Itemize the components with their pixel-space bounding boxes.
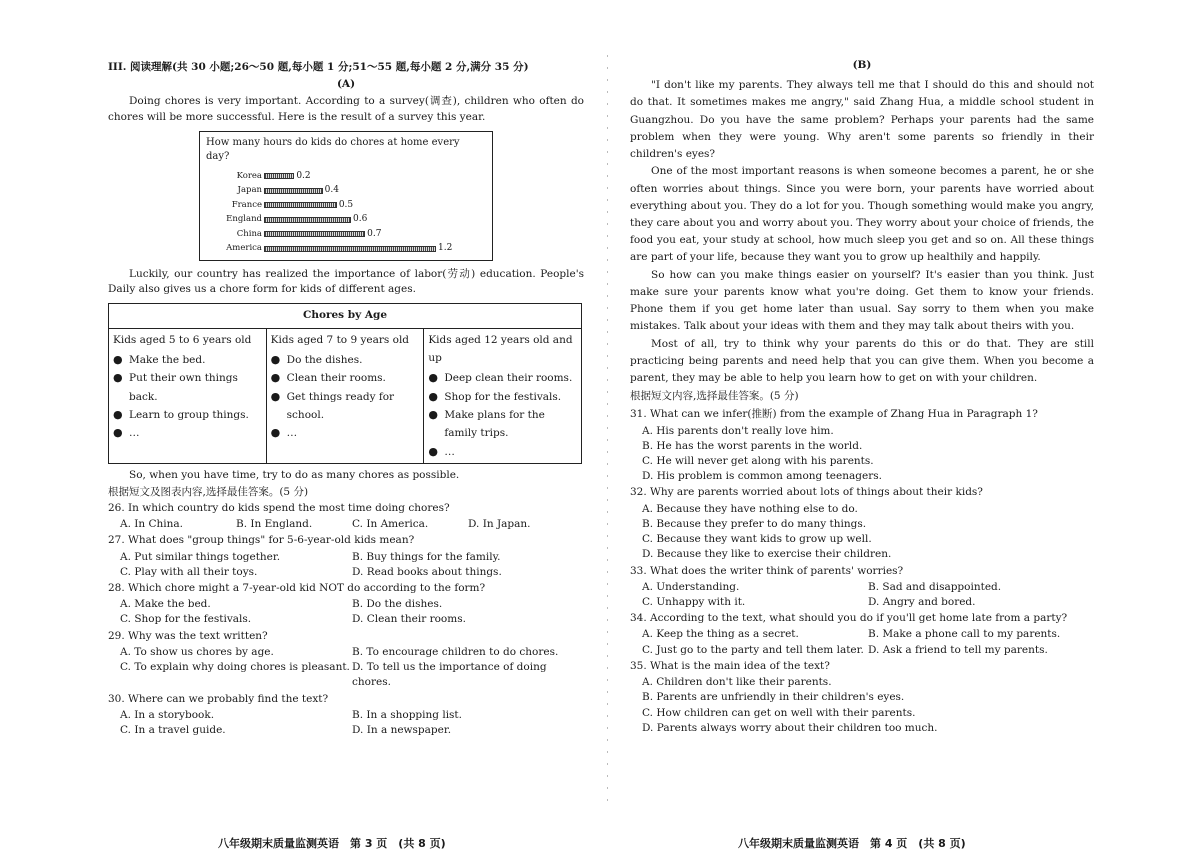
bullet-icon: ● (270, 390, 281, 404)
answer-option: C. In America. (352, 518, 429, 531)
bullet-icon: ● (270, 352, 281, 366)
bullet-icon: ● (113, 407, 123, 421)
answer-option: D. To tell us the importance of doing chores. (352, 661, 547, 689)
chores-table (108, 303, 582, 464)
chore-item-text: Put their own things back. (129, 372, 238, 403)
question-stem: 32. Why are parents worried about lots of things about their kids? (630, 486, 983, 499)
answer-option: A. Children don't like their parents. (642, 676, 832, 689)
answer-option: B. Make a phone call to my parents. (868, 628, 1061, 641)
chore-item-text: … (286, 427, 298, 440)
chore-item (113, 369, 262, 405)
answer-option: D. Angry and bored. (868, 596, 976, 608)
chart-category-label: Japan (237, 185, 262, 196)
chart-value-label: 0.5 (338, 199, 354, 210)
passage-b-paragraph: One of the most important reasons is when someone becomes a parent, he or she often worries about things. Since you were born, your parents have worried about everything about you. They do a lot for you. Though something would make you angry, they care about you and worry about you. They worry about your choice of friends, the food you eat, your study at school, how much sleep you get and so on. All these things are part of your life, because they want you to grow up healthily and happily. (630, 165, 1094, 264)
passage-b-paragraph: Most of all, try to think why your parents do this or do that. They are still practicing being parents and need help that you can give them. When you become a parent, they may be able to help you learn how to get on with your children. (630, 337, 1094, 384)
part-b-label: (B) (852, 59, 872, 71)
chore-item (271, 424, 420, 443)
chart-value-label: 1.2 (438, 243, 453, 254)
chore-item (271, 351, 420, 370)
instruction-b: 根据短文内容,选择最佳答案。(5 分) (630, 390, 799, 403)
question-stem: 33. What does the writer think of parents' worries? (630, 564, 904, 577)
chore-item-text: Learn to group things. (129, 408, 249, 421)
chart-bar (264, 188, 323, 194)
answer-option: D. Because they like to exercise their children. (642, 548, 892, 561)
chore-item (428, 388, 577, 407)
answer-option: D. In a newspaper. (352, 723, 452, 736)
chart-category-label: America (226, 243, 262, 254)
passage-b-paragraph: So how can you make things easier on yourself? It's easier than you think. Just make sure your parents know what you're doing. Get them to know your friends. Phone them if you get home later than usual. Say sorry to them when you make mistakes. Talk about your ideas with them and they may talk about theirs with you. (630, 268, 1094, 333)
answer-option: C. How children can get on well with their parents. (642, 706, 916, 719)
answer-option: B. Sad and disappointed. (868, 580, 1002, 593)
answer-option: D. Read books about things. (352, 565, 502, 578)
answer-option: B. Because they prefer to do many things. (642, 517, 867, 530)
answer-option: B. He has the worst parents in the world. (642, 439, 863, 452)
answer-options (108, 517, 584, 532)
chart-bar-row (206, 183, 486, 198)
answer-option: C. Because they want kids to grow up well. (642, 533, 872, 546)
bullet-icon: ● (270, 371, 281, 385)
chore-item (428, 406, 577, 442)
answer-option: C. He will never get along with his parents. (642, 455, 874, 468)
answer-option: B. Parents are unfriendly in their children's eyes. (642, 691, 905, 704)
answer-option: C. Shop for the festivals. (120, 613, 252, 626)
chart-value-label: 0.7 (367, 228, 382, 239)
chart-bar (264, 202, 337, 208)
chore-item (428, 443, 577, 462)
chart-category-label: France (231, 199, 262, 210)
age-group-heading: Kids aged 5 to 6 years old (113, 333, 252, 346)
passage-a-para2: Luckily, our country has realized the importance of labor(劳动) education. People's Daily also gives us a chore form for kids of different ages. (108, 267, 584, 296)
chart-bar (264, 231, 365, 237)
bullet-icon: ● (428, 370, 438, 384)
footer-right: 八年级期末质量监测英语 第 4 页 (共 8 页) (738, 837, 966, 850)
chart-value-label: 0.4 (324, 185, 339, 196)
question-stem: 34. According to the text, what should you do if you'll get home late from a party? (630, 612, 1068, 625)
chore-item (271, 388, 420, 424)
chart-bar-row (206, 212, 486, 227)
chart-bar (264, 217, 351, 223)
chores-table-cell (424, 328, 582, 464)
answer-options (108, 645, 584, 691)
chart-value-label: 0.2 (296, 170, 311, 181)
answer-option: A. His parents don't really love him. (642, 424, 834, 437)
right-page (630, 58, 1094, 850)
answer-options (108, 597, 584, 627)
bullet-icon: ● (113, 371, 123, 385)
questions-a (108, 501, 584, 738)
chart-bar (264, 246, 436, 252)
chore-item (113, 351, 262, 370)
chore-item-text: Make the bed. (129, 353, 206, 366)
instruction-a: 根据短文及图表内容,选择最佳答案。(5 分) (108, 485, 309, 498)
passage-b-paragraph: "I don't like my parents. They always tell me that I should do this and should not do that. It sometimes makes me angry," said Zhang Hua, a middle school student in Guangzhou. Do you have the same problem? Perhaps your parents had the same problem when they were young. Why aren't some parents so friendly in their children's eyes? (630, 79, 1094, 161)
chore-item-text: Make plans for the family trips. (444, 409, 545, 440)
chart-category-label: England (226, 214, 262, 225)
chart-category-label: China (236, 228, 262, 239)
question-stem: 28. Which chore might a 7-year-old kid NOT do according to the form? (108, 581, 486, 594)
answer-option: A. To show us chores by age. (120, 645, 274, 658)
answer-options (108, 708, 584, 738)
footer-left: 八年级期末质量监测英语 第 3 页 (共 8 页) (218, 837, 446, 850)
questions-b (630, 406, 1094, 736)
answer-option: A. Understanding. (642, 580, 740, 593)
part-a-label: (A) (336, 78, 356, 91)
chart-title: How many hours do kids do chores at home every day? (206, 136, 460, 163)
passage-b (630, 77, 1094, 387)
answer-option: C. Unhappy with it. (642, 596, 746, 608)
answer-options (630, 580, 1094, 610)
chores-table-cell (109, 328, 267, 464)
answer-option: A. Because they have nothing else to do. (642, 502, 858, 515)
question-stem: 26. In which country do kids spend the most time doing chores? (108, 501, 450, 514)
question-stem: 27. What does "group things" for 5-6-year-old kids mean? (108, 534, 415, 547)
chore-item-text: Get things ready for school. (286, 391, 395, 422)
answer-option: C. Just go to the party and tell them later. (642, 643, 864, 656)
chore-item-text: … (444, 445, 455, 458)
answer-option: A. Make the bed. (120, 598, 211, 611)
age-group-heading: Kids aged 7 to 9 years old (270, 333, 410, 346)
chart-bars (206, 169, 486, 256)
chore-item-text: Do the dishes. (286, 353, 363, 366)
chore-item (271, 369, 420, 388)
chores-table-row (109, 328, 582, 464)
question-stem: 29. Why was the text written? (108, 629, 268, 642)
answer-option: B. Buy things for the family. (352, 550, 501, 563)
survey-chart (199, 131, 493, 261)
chore-item (113, 424, 262, 443)
left-page (108, 58, 584, 850)
answer-option: A. In a storybook. (120, 708, 215, 721)
answer-option: B. In a shopping list. (352, 708, 462, 721)
answer-option: C. Play with all their toys. (120, 565, 258, 578)
chart-value-label: 0.6 (353, 214, 368, 225)
answer-option: C. In a travel guide. (120, 723, 226, 736)
chart-bar-row (206, 198, 486, 213)
answer-options (108, 550, 584, 580)
chore-item-text: … (129, 427, 140, 440)
chores-table-cell (266, 328, 424, 464)
chore-item-text: Shop for the festivals. (444, 390, 562, 403)
answer-option: B. In England. (236, 518, 313, 531)
chore-item-text: Deep clean their rooms. (444, 371, 573, 384)
bullet-icon: ● (113, 426, 123, 440)
question-stem: 31. What can we infer(推断) from the example of Zhang Hua in Paragraph 1? (630, 408, 1038, 421)
chore-item (113, 406, 262, 425)
age-group-heading: Kids aged 12 years old and up (428, 333, 573, 364)
passage-a-intro: Doing chores is very important. According to a survey(调查), children who often do chores will be more successful. Here is the result of a survey this year. (108, 95, 584, 123)
passage-a-para3: So, when you have time, try to do as many chores as possible. (129, 469, 460, 482)
chart-bar (264, 173, 294, 179)
chart-category-label: Korea (236, 170, 262, 181)
chores-table-title: Chores by Age (109, 304, 582, 328)
answer-option: D. Clean their rooms. (352, 613, 466, 626)
chart-bar-row (206, 227, 486, 242)
bullet-icon: ● (113, 352, 123, 366)
answer-option: A. Put similar things together. (120, 550, 281, 563)
answer-option: D. Parents always worry about their children too much. (642, 721, 938, 734)
answer-option: A. Keep the thing as a secret. (642, 628, 799, 641)
answer-option: C. To explain why doing chores is pleasant. (120, 661, 350, 674)
page-fold (607, 55, 608, 805)
section-header: III. 阅读理解(共 30 小题;26～50 题,每小题 1 分;51～55 题,每小题 2 分,满分 35 分) (108, 61, 529, 73)
question-stem: 30. Where can we probably find the text? (108, 692, 329, 705)
bullet-icon: ● (428, 408, 438, 422)
answer-options (630, 627, 1094, 657)
bullet-icon: ● (270, 426, 281, 440)
answer-option: D. Ask a friend to tell my parents. (868, 643, 1048, 656)
bullet-icon: ● (428, 444, 438, 458)
answer-option: D. In Japan. (468, 518, 531, 531)
question-stem: 35. What is the main idea of the text? (630, 659, 830, 672)
bullet-icon: ● (428, 389, 438, 403)
answer-option: B. To encourage children to do chores. (352, 645, 559, 658)
chore-item-text: Clean their rooms. (286, 372, 386, 385)
answer-option: B. Do the dishes. (352, 598, 443, 611)
chart-bar-row (206, 169, 486, 184)
answer-option: A. In China. (120, 518, 184, 531)
chart-bar-row (206, 241, 486, 256)
chore-item (428, 369, 577, 388)
answer-option: D. His problem is common among teenagers. (642, 470, 882, 483)
